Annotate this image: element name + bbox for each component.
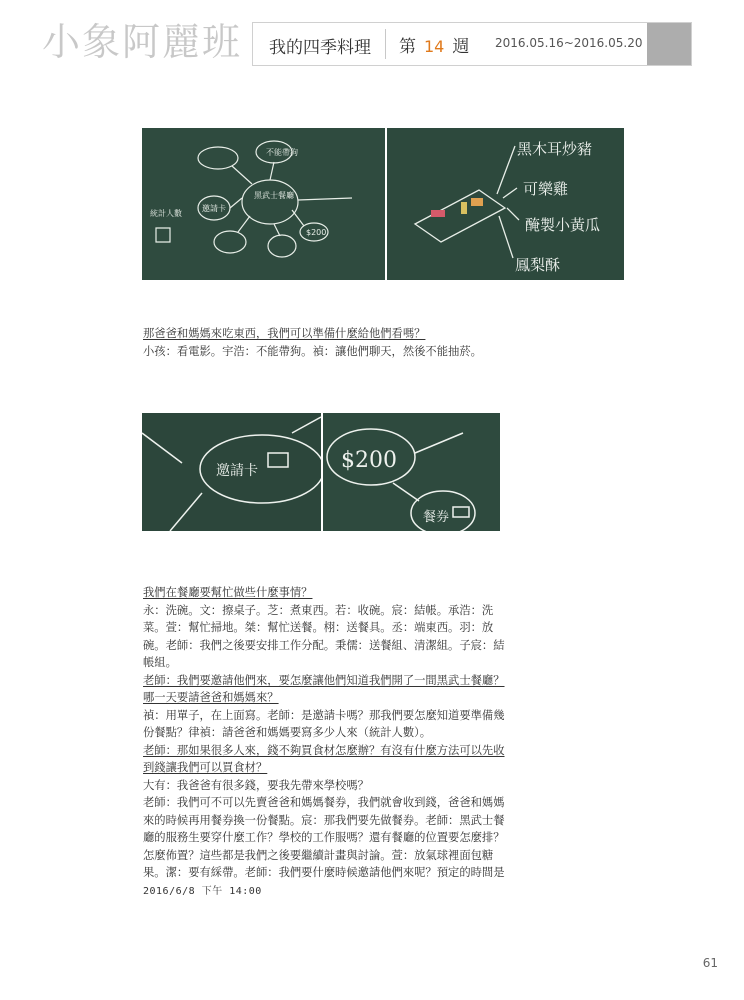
p4-label-ticket: 餐券 — [423, 510, 450, 525]
week-suffix: 週 — [452, 37, 470, 57]
photo-invitation-blackboard — [142, 413, 321, 531]
photo-price-blackboard — [323, 413, 500, 531]
brand-logo-text: 小象阿麗班 — [42, 20, 243, 64]
date-range: 2016.05.16~2016.05.20 — [495, 36, 643, 50]
text-section-1 — [143, 325, 505, 360]
p2-label-fungus: 黑木耳炒豬 — [517, 140, 593, 158]
p2-label-pineapple: 鳳梨酥 — [515, 256, 561, 274]
photo-mindmap-blackboard — [142, 128, 385, 280]
header-title: 我的四季料理 — [269, 38, 371, 58]
answer-2: 永：洗碗。文：擦桌子。芝：煮東西。若：收碗。宸：結帳。承浩：洗菜。萱：幫忙掃地。桀：幫忙送餐。栩：送餐具。丞：端東西。羽：放碗。老師：我們之後要安排工作分配。秉儒：送餐組、清潔組。子宸：結帳組。 — [143, 603, 505, 669]
page-number: 61 — [702, 956, 718, 970]
p3-label-invite: 邀請卡 — [216, 463, 258, 479]
week-label — [399, 32, 469, 57]
p1-label-price: $200 — [306, 228, 327, 237]
question-2: 我們在餐廳要幫忙做些什麼事情？ — [143, 586, 313, 599]
p2-label-chicken: 可樂雞 — [523, 180, 569, 198]
week-prefix: 第 — [399, 37, 416, 57]
question-3: 老師：我們要邀請他們來，要怎麼讓他們知道我們開了一間黑武士餐廳？哪一天要請爸爸和媽媽來？ — [143, 673, 505, 704]
p1-label-dog: 不能帶狗 — [266, 148, 298, 157]
p1-label-invite: 邀請卡 — [202, 204, 226, 213]
answer-1: 小孩：看電影。宇浩：不能帶狗。禎：讓他們聊天，然後不能抽菸。 — [143, 344, 482, 358]
p1-label-center: 黑武士餐廳 — [254, 191, 294, 200]
answer-4a: 大有：我爸爸有很多錢，要我先帶來學校嗎？ — [143, 778, 369, 792]
header-divider — [385, 29, 386, 59]
header-gray-block — [647, 23, 691, 65]
photo-menu-blackboard — [387, 128, 624, 280]
text-section-2 — [143, 584, 505, 900]
answer-3: 禎：用單子，在上面寫。老師：是邀請卡嗎？那我們要怎麼知道要準備幾份餐點？律禎：請爸爸和媽媽要寫多少人來（統計人數）。 — [143, 708, 505, 739]
scheduled-time: 2016/6/8 下午 14:00 — [143, 885, 262, 897]
week-number: 14 — [424, 37, 445, 56]
p4-label-price: $200 — [341, 448, 397, 473]
answer-4b — [143, 794, 505, 900]
page-header — [252, 22, 692, 66]
p1-label-count: 統計人數 — [150, 209, 182, 218]
p2-label-cucumber: 醃製小黃瓜 — [525, 216, 601, 234]
question-4: 老師：那如果很多人來，錢不夠買食材怎麼辦？有沒有什麼方法可以先收到錢讓我們可以買食材？ — [143, 743, 505, 774]
answer-4b-text: 老師：我們可不可以先賣爸爸和媽媽餐券，我們就會收到錢，爸爸和媽媽來的時候再用餐券換一份餐點。宸：那我們要先做餐券。老師：黑武士餐廳的服務生要穿什麼工作？學校的工作服嗎？還有餐廳的位置要怎麼排？怎麼佈置？這些都是我們之後要繼續計畫與討論。萱：放氣球裡面包糖果。潔：要有綵帶。老師：我們要什麼時候邀請他們來呢？預定的時間是 — [143, 796, 505, 879]
question-1: 那爸爸和媽媽來吃東西，我們可以準備什麼給他們看嗎？ — [143, 327, 426, 340]
